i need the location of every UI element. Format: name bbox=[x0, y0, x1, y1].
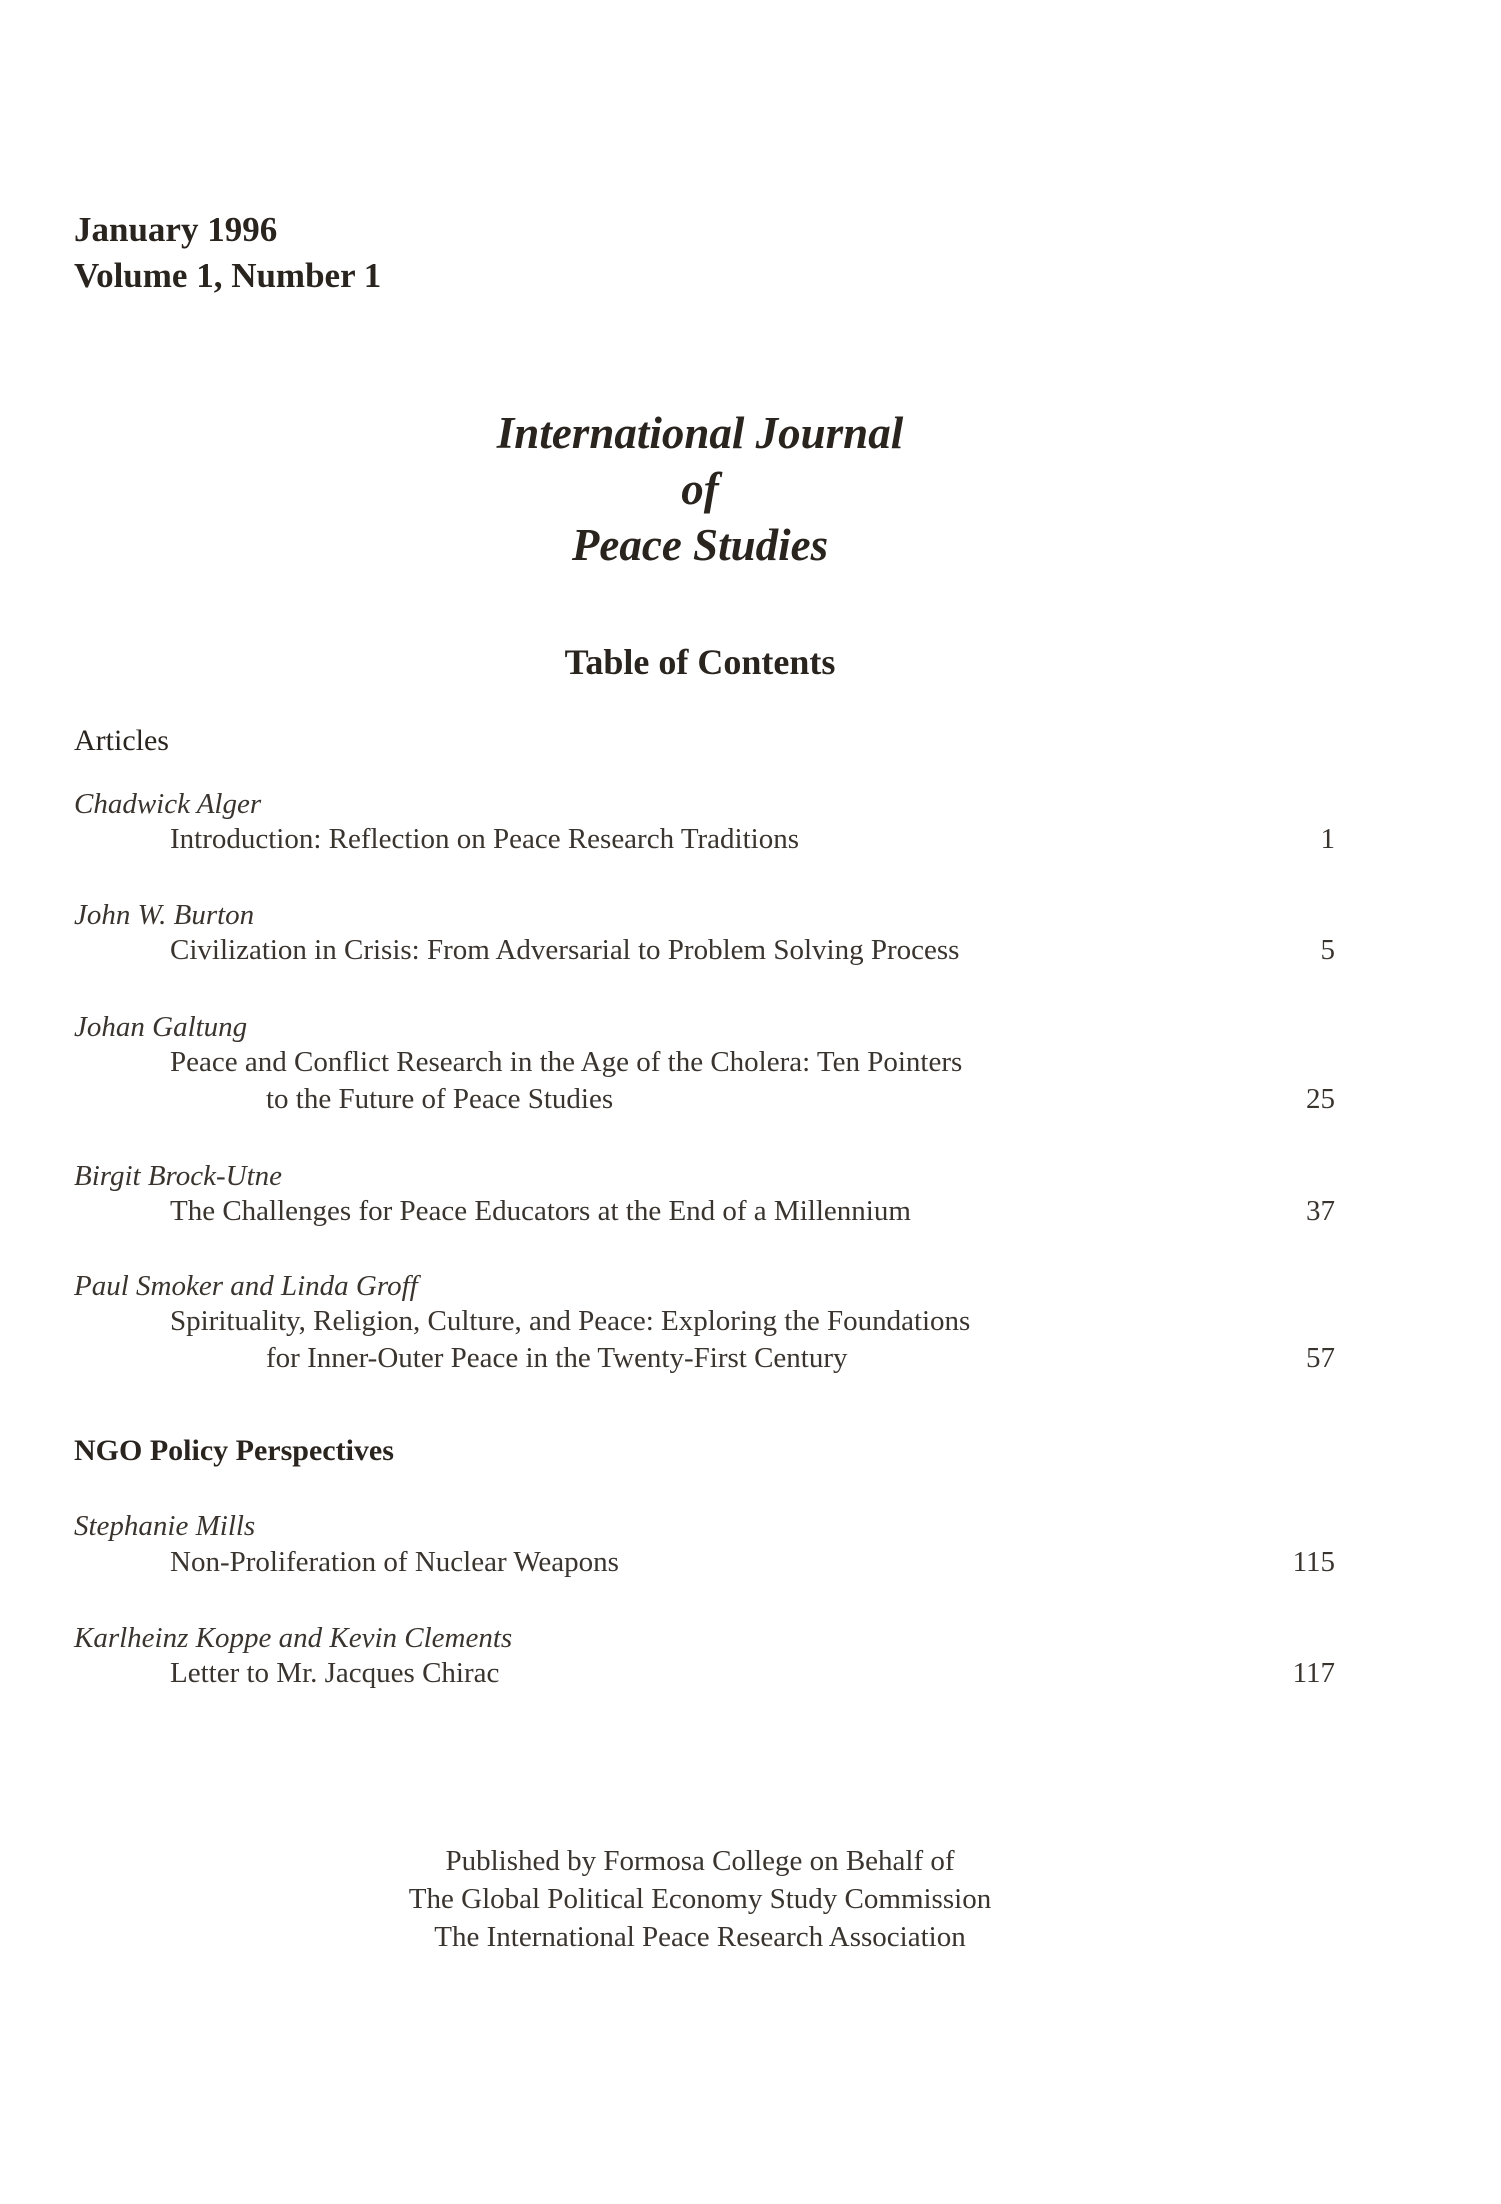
toc-heading: Table of Contents bbox=[564, 642, 836, 682]
toc-entry-author: Stephanie Mills bbox=[74, 1510, 256, 1542]
publisher-statement bbox=[300, 1842, 1100, 1956]
toc-entry-author: Chadwick Alger bbox=[74, 788, 262, 820]
toc-entry-author: Paul Smoker and Linda Groff bbox=[74, 1270, 418, 1302]
publisher-line-3: The International Peace Research Association bbox=[434, 1921, 966, 1953]
toc-entry-page-number: 5 bbox=[1320, 934, 1335, 966]
journal-title-line-1: International Journal bbox=[496, 408, 904, 458]
toc-entry-title: The Challenges for Peace Educators at the End of a Millennium bbox=[170, 1195, 911, 1227]
publisher-line-2: The Global Political Economy Study Commission bbox=[408, 1883, 992, 1915]
toc-entry-title: Introduction: Reflection on Peace Research Traditions bbox=[170, 823, 799, 855]
publisher-line-1: Published by Formosa College on Behalf of bbox=[445, 1845, 955, 1877]
toc-entry-title: Civilization in Crisis: From Adversarial to Problem Solving Process bbox=[170, 934, 960, 966]
toc-entry-page-number: 117 bbox=[1292, 1657, 1335, 1689]
journal-title-line-2: of bbox=[681, 464, 719, 514]
toc-entry-page-number: 25 bbox=[1306, 1083, 1335, 1115]
journal-title-line-3: Peace Studies bbox=[571, 520, 829, 570]
toc-entry-page-number: 37 bbox=[1306, 1195, 1335, 1227]
issue-volume: Volume 1, Number 1 bbox=[74, 256, 382, 295]
toc-entry-author: Birgit Brock-Utne bbox=[74, 1160, 283, 1192]
issue-date: January 1996 bbox=[74, 210, 278, 249]
journal-title bbox=[300, 405, 1100, 573]
toc-entry-page-number: 115 bbox=[1292, 1546, 1335, 1578]
toc-entry-title: Letter to Mr. Jacques Chirac bbox=[170, 1657, 500, 1689]
issue-info bbox=[74, 207, 381, 299]
toc-entry-author: Karlheinz Koppe and Kevin Clements bbox=[74, 1622, 513, 1654]
toc-entry-title: Peace and Conflict Research in the Age of the Cholera: Ten Pointers bbox=[170, 1046, 963, 1078]
toc-entry-page-number: 1 bbox=[1320, 823, 1335, 855]
toc-entry-title: Non-Proliferation of Nuclear Weapons bbox=[170, 1546, 619, 1578]
toc-entry-title-continued: for Inner-Outer Peace in the Twenty-First Century bbox=[266, 1342, 848, 1374]
toc-entry-page-number: 57 bbox=[1306, 1342, 1335, 1374]
section-heading-ngo-policy-perspectives: NGO Policy Perspectives bbox=[74, 1434, 394, 1467]
toc-entry-title: Spirituality, Religion, Culture, and Peace: Exploring the Foundations bbox=[170, 1305, 971, 1337]
toc-entry-author: Johan Galtung bbox=[74, 1011, 248, 1043]
toc-entry-author: John W. Burton bbox=[74, 899, 255, 931]
toc-entry-title-continued: to the Future of Peace Studies bbox=[266, 1083, 614, 1115]
section-heading-articles: Articles bbox=[74, 724, 169, 757]
